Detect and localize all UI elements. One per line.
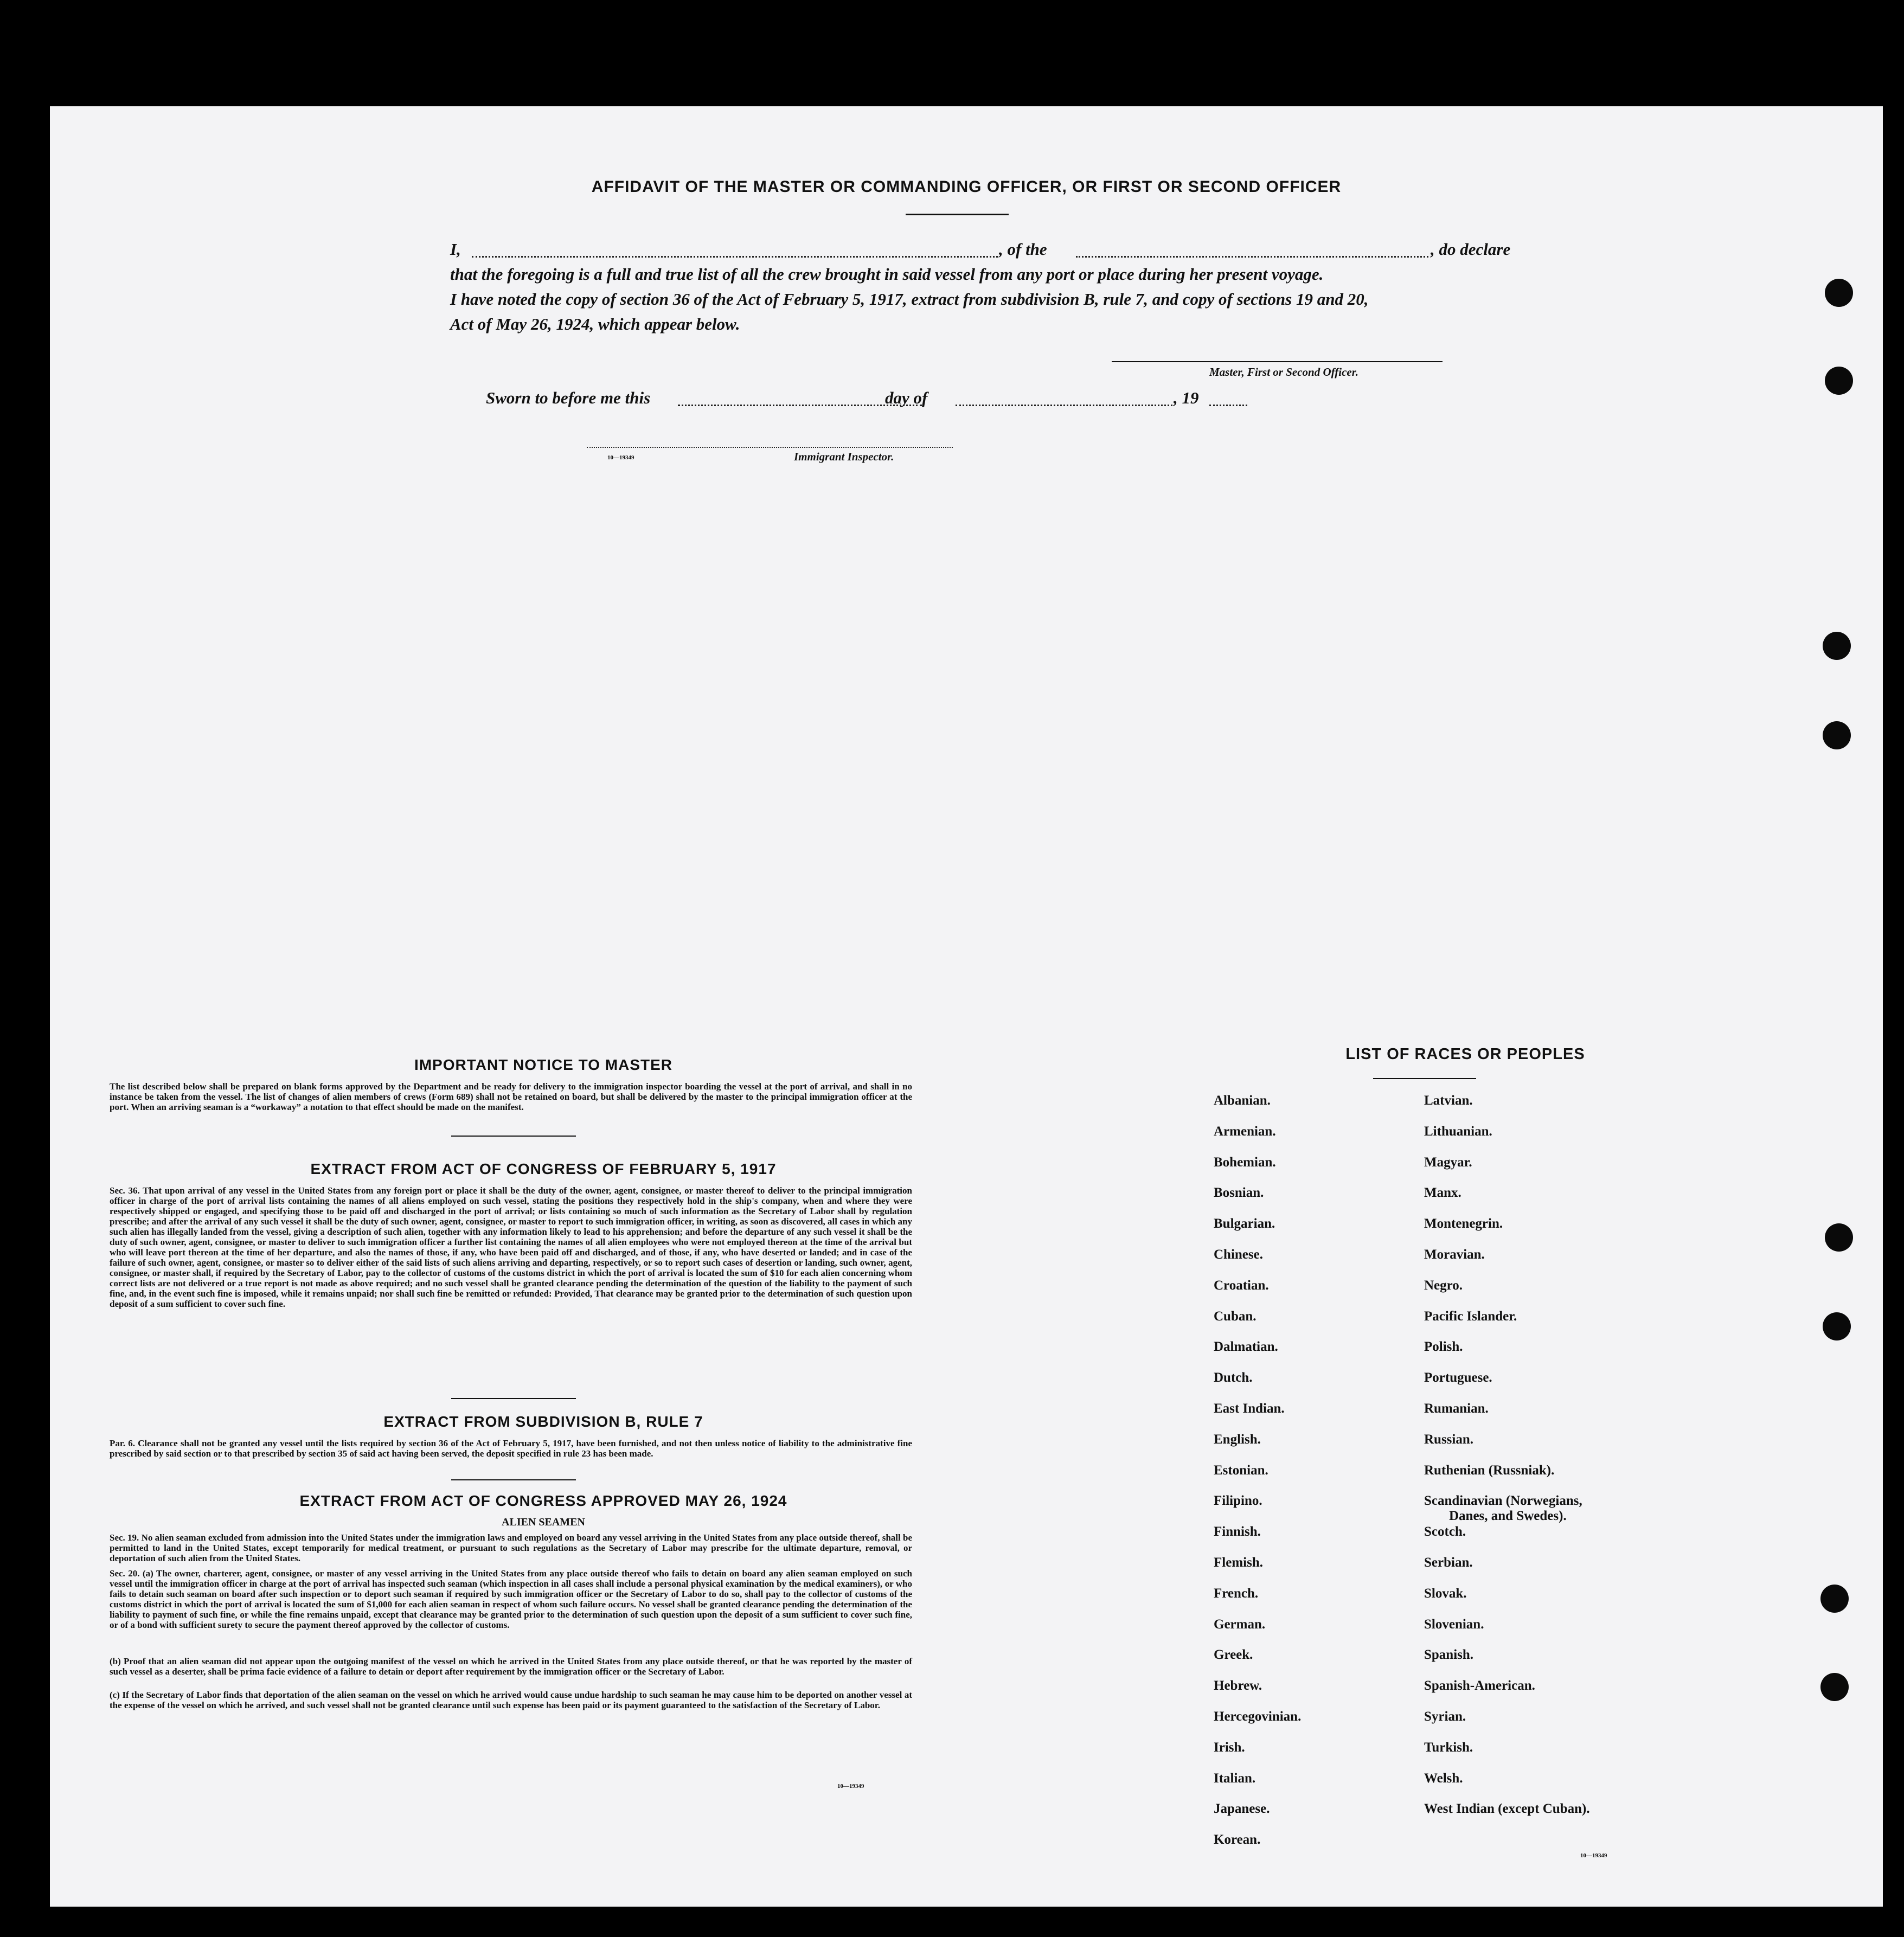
race-item: Negro.	[1424, 1278, 1463, 1293]
race-item: Lithuanian.	[1424, 1124, 1492, 1139]
race-item: Greek.	[1214, 1647, 1253, 1663]
races-rule	[1373, 1078, 1476, 1079]
master-caption: Master, First or Second Officer.	[1209, 365, 1358, 379]
sworn-month-blank[interactable]	[956, 405, 1172, 406]
race-item: Japanese.	[1214, 1801, 1270, 1817]
sworn-text: Sworn to before me this	[486, 388, 651, 407]
divider-1	[451, 1136, 576, 1137]
notice-title: IMPORTANT NOTICE TO MASTER	[414, 1056, 673, 1073]
affidavit-line2: that the foregoing is a full and true list of all the crew brought in said vessel from any port or place during her present voyage.	[450, 265, 1324, 284]
race-item: Armenian.	[1214, 1124, 1276, 1139]
form-number-bottom-right: 10—19349	[1580, 1852, 1607, 1859]
title-rule	[906, 214, 1009, 215]
affidavit-line4: Act of May 26, 1924, which appear below.	[450, 315, 740, 333]
race-item: Croatian.	[1214, 1278, 1269, 1293]
race-item: Bulgarian.	[1214, 1216, 1275, 1232]
divider-3	[451, 1479, 576, 1480]
race-item: East Indian.	[1214, 1401, 1285, 1416]
document-page	[50, 106, 1883, 1907]
race-item: Filipino.	[1214, 1493, 1262, 1509]
race-item: Dutch.	[1214, 1370, 1253, 1386]
race-item: Flemish.	[1214, 1555, 1263, 1570]
race-item: Danes, and Swedes).	[1449, 1509, 1567, 1524]
race-item: Hercegovinian.	[1214, 1709, 1302, 1724]
form-number-bottom-left: 10—19349	[837, 1783, 864, 1790]
binder-hole	[1820, 1673, 1849, 1701]
race-item: Rumanian.	[1424, 1401, 1489, 1416]
race-item: German.	[1214, 1617, 1266, 1632]
race-item: Albanian.	[1214, 1093, 1271, 1108]
race-item: Pacific Islander.	[1424, 1309, 1517, 1324]
race-item: Estonian.	[1214, 1463, 1268, 1478]
form-number-top: 10—19349	[607, 454, 634, 461]
notice-text: The list described below shall be prepared on blank forms approved by the Department and be ready for delivery to the immigration inspector boarding the vessel at the port of arrival, and shall in no instance be taken from the vessel. The list of changes of alien members of crews (Form 689) shall not be retained on board, but shall be delivered by the master to the principal immigration officer at the port. When an arriving seaman is a “workaway” a notation to that effect should be made on the manifest.	[110, 1081, 912, 1112]
race-item: Spanish.	[1424, 1647, 1474, 1663]
extract-1924-title: EXTRACT FROM ACT OF CONGRESS APPROVED MAY 26, 1924	[299, 1492, 787, 1509]
race-item: Scandinavian (Norwegians,	[1424, 1493, 1582, 1509]
extract-rule7-title: EXTRACT FROM SUBDIVISION B, RULE 7	[383, 1413, 703, 1430]
affidavit-line1-end: , do declare	[1431, 240, 1511, 259]
affidavit-line1-start: I,	[450, 240, 461, 259]
declarant-name-blank[interactable]	[472, 256, 998, 258]
extract-rule7-text: Par. 6. Clearance shall not be granted any vessel until the lists required by section 36 of the Act of February 5, 1917, have been furnished, and not then unless notice of liability to the administrative fine prescribed by said section or to that prescribed by section 35 of said act having been served, the deposit specified in rule 23 has been made.	[110, 1438, 912, 1459]
inspector-signature-line[interactable]	[587, 447, 953, 448]
race-item: Polish.	[1424, 1339, 1463, 1355]
binder-hole	[1823, 721, 1851, 749]
affidavit-title: AFFIDAVIT OF THE MASTER OR COMMANDING OFFICER, OR FIRST OR SECOND OFFICER	[591, 178, 1342, 196]
race-item: Russian.	[1424, 1432, 1474, 1447]
vessel-name-blank[interactable]	[1076, 256, 1428, 258]
extract-1917-title: EXTRACT FROM ACT OF CONGRESS OF FEBRUARY 5, 1917	[310, 1160, 777, 1177]
race-item: Turkish.	[1424, 1740, 1473, 1755]
race-item: Spanish-American.	[1424, 1678, 1535, 1694]
divider-2	[451, 1398, 576, 1399]
extract-1924-sec20b: (b) Proof that an alien seaman did not appear upon the outgoing manifest of the vessel on which he arrived in the United States from any place outside thereof, or that he was reported by the master of such vessel as a deserter, shall be prima facie evidence of a failure to detain or deport after requirement by the immigration officer or the Secretary of Labor.	[110, 1656, 912, 1677]
race-item: Magyar.	[1424, 1154, 1472, 1170]
race-item: Finnish.	[1214, 1524, 1261, 1540]
affidavit-line3: I have noted the copy of section 36 of the Act of February 5, 1917, extract from subdivision B, rule 7, and copy of sections 19 and 20,	[450, 290, 1369, 309]
binder-hole	[1823, 1312, 1851, 1340]
master-signature-line[interactable]	[1112, 361, 1443, 362]
race-item: Syrian.	[1424, 1709, 1466, 1724]
race-item: Cuban.	[1214, 1309, 1256, 1324]
affidavit-line1-mid: , of the	[999, 240, 1047, 259]
race-item: Moravian.	[1424, 1247, 1485, 1262]
race-item: Slovak.	[1424, 1586, 1467, 1601]
race-item: Irish.	[1214, 1740, 1245, 1755]
sworn-day-text: day of	[885, 388, 928, 407]
extract-1924-sec20a: Sec. 20. (a) The owner, charterer, agent, consignee, or master of any vessel arriving in the United States from any place outside thereof who fails to detain on board any alien seaman employed on such vessel until the immigration officer in charge at the port of arrival has inspected such seaman (which inspection in all cases shall include a personal physical examination by the medical examiners), or who fails to detain such seaman on board after such inspection or to deport such seaman if required by such immigration officer or the Secretary of Labor to do so, shall pay to the collector of customs of the customs district in which the port of arrival is located the sum of $1,000 for each alien seaman in respect of whom such failure occurs. No vessel shall be granted clearance pending the determination of the liability to payment of such fine, or while the fine remains unpaid, except that clearance may be granted prior to the determination of such question upon the deposit of a sum sufficient to cover such fine, or of a bond with sufficient surety to secure the payment thereof approved by the collector of customs.	[110, 1568, 912, 1630]
race-item: Serbian.	[1424, 1555, 1473, 1570]
extract-1924-sec20c: (c) If the Secretary of Labor finds that deportation of the alien seaman on the vessel on which he arrived would cause undue hardship to such seaman he may cause him to be deported on another vessel at the expense of the vessel on which he arrived, and such vessel shall not be granted clearance until such expense has been paid or its payment guaranteed to the satisfaction of the Secretary of Labor.	[110, 1690, 912, 1710]
inspector-caption: Immigrant Inspector.	[794, 450, 894, 463]
race-item: Korean.	[1214, 1832, 1261, 1848]
race-item: West Indian (except Cuban).	[1424, 1801, 1590, 1817]
race-item: French.	[1214, 1586, 1259, 1601]
binder-hole	[1823, 632, 1851, 660]
race-item: Welsh.	[1424, 1771, 1463, 1786]
race-item: Montenegrin.	[1424, 1216, 1503, 1232]
races-title: LIST OF RACES OR PEOPLES	[1345, 1046, 1585, 1063]
binder-hole	[1820, 1585, 1849, 1613]
sworn-year-text: , 19	[1174, 388, 1199, 407]
race-item: Dalmatian.	[1214, 1339, 1278, 1355]
race-item: Manx.	[1424, 1185, 1461, 1201]
race-item: Italian.	[1214, 1771, 1256, 1786]
race-item: English.	[1214, 1432, 1261, 1447]
alien-seamen-subtitle: ALIEN SEAMEN	[502, 1516, 585, 1528]
extract-1917-text: Sec. 36. That upon arrival of any vessel in the United States from any foreign port or place it shall be the duty of the owner, agent, consignee, or master thereof to deliver to the principal immigration officer in charge of the port of arrival lists containing the names of all aliens employed on such vessel, stating the positions they respectively hold in the ship's company, when and where they were respectively shipped or engaged, and specifying those to be paid off and discharged in the port of arrival; or lists containing so much of such information as the Secretary of Labor shall by regulation prescribe; and after the arrival of any such vessel it shall be the duty of such owner, agent, consignee, or master to report to such immigration officer, in writing, as soon as discovered, all cases in which any such alien has illegally landed from the vessel, giving a description of such alien, together with any information likely to lead to his apprehension; and before the departure of any such vessel it shall be the duty of such owner, agent, consignee, or master to deliver to such immigration officer a further list containing the names of all alien employees who were not employed thereon at the time of the arrival but who will leave port thereon at the time of her departure, and also the names of those, if any, who have been paid off and discharged, and of those, if any, who have deserted or landed; and in case of the failure of such owner, agent, consignee, or master so to deliver either of the said lists of such aliens arriving and departing, respectively, or so to report such cases of desertion or landing, such owner, agent, consignee, or master shall, if required by the Secretary of Labor, pay to the collector of customs of the customs district in which the port of arrival is located the sum of $10 for each alien concerning whom correct lists are not delivered or a true report is not made as above required; and no such vessel shall be granted clearance pending the determination of the question of the liability to the payment of such fine, and, in the event such fine is imposed, while it remains unpaid; nor shall such fine be remitted or refunded: Provided, That clearance may be granted prior to the determination of such question upon deposit of a sum sufficient to cover such fine.	[110, 1185, 912, 1309]
binder-hole	[1825, 1223, 1853, 1252]
binder-hole	[1825, 367, 1853, 395]
race-item: Chinese.	[1214, 1247, 1263, 1262]
race-item: Bosnian.	[1214, 1185, 1264, 1201]
race-item: Ruthenian (Russniak).	[1424, 1463, 1555, 1478]
sworn-year-blank[interactable]	[1209, 405, 1247, 406]
race-item: Hebrew.	[1214, 1678, 1262, 1694]
race-item: Latvian.	[1424, 1093, 1473, 1108]
race-item: Bohemian.	[1214, 1154, 1276, 1170]
race-item: Slovenian.	[1424, 1617, 1484, 1632]
race-item: Portuguese.	[1424, 1370, 1492, 1386]
race-item: Scotch.	[1424, 1524, 1466, 1540]
extract-1924-sec19: Sec. 19. No alien seaman excluded from admission into the United States under the immigration laws and employed on board any vessel arriving in the United States from any place outside thereof, shall be permitted to land in the United States, except temporarily for medical treatment, or pursuant to such regulations as the Secretary of Labor may prescribe for the ultimate departure, removal, or deportation of such alien from the United States.	[110, 1532, 912, 1563]
binder-hole	[1825, 279, 1853, 307]
